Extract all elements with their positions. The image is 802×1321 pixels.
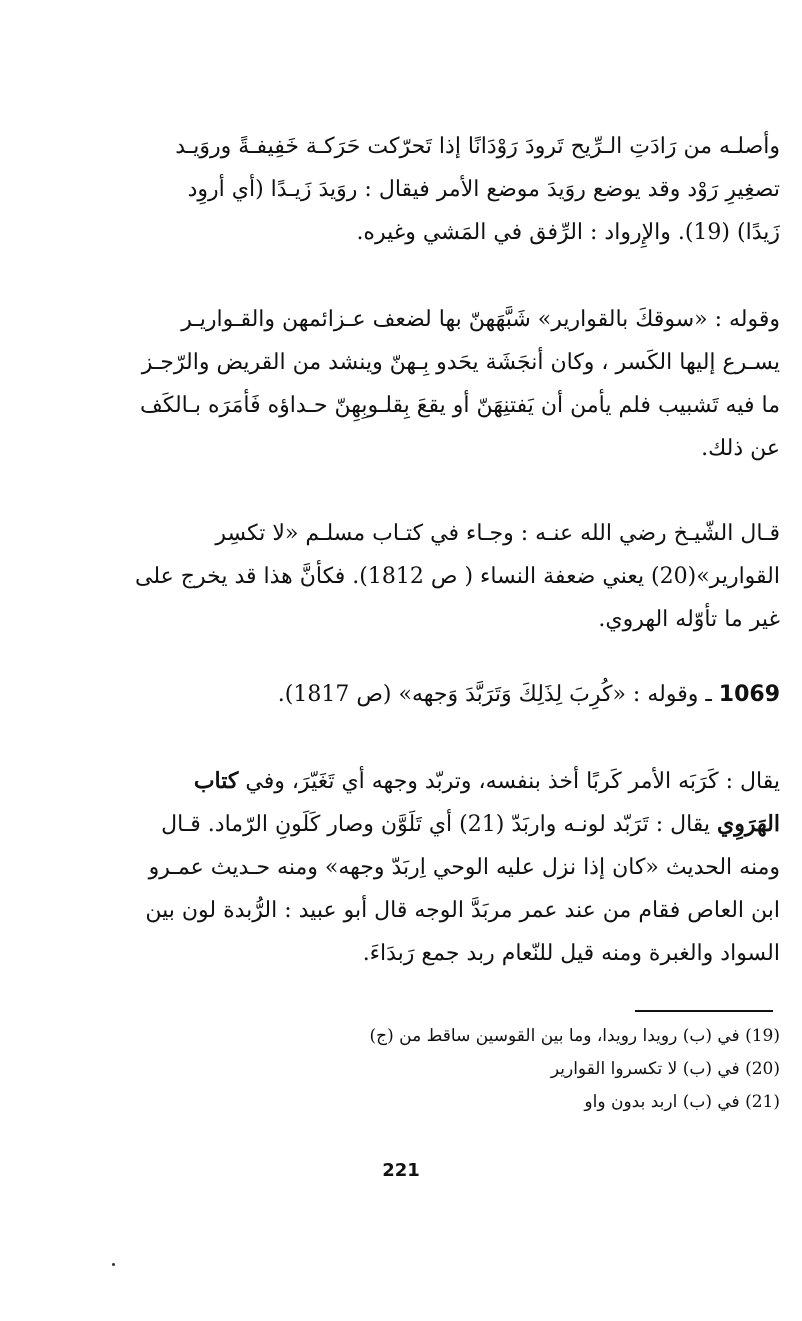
- text-line: ما فيه تَشبيب فلم يأمن أن يَفتنِهَنّ أو يقعَ بِقلـوبِهِنّ حـداؤه فَأمَرَه بـالكَف: [140, 393, 780, 418]
- page-number: 221: [382, 1160, 420, 1181]
- bold-word: الهَرَوِي: [717, 811, 780, 837]
- entry-heading: [110, 673, 780, 716]
- text-segment: يقال : تَرَبّد لونـه واربَدّ (21) أي تَلَوَّن وصار كَلَونِ الرّماد. قـال: [161, 812, 718, 837]
- text-line: عن ذلك.: [701, 436, 780, 461]
- text-segment: يقال : كَرَبَه الأمر كَربًا أخذ بنفسه، وتربّد وجهه أي تَغَيّرَ، وفي: [245, 769, 780, 794]
- text-line: [110, 803, 780, 846]
- text-line: تصغِيرِ رَوْد وقد يوضع روَيدَ موضع الأمر فيقال : روَيدَ زَيـدًا (أي أروِد: [187, 177, 780, 202]
- entry-number: 1069: [718, 682, 780, 707]
- text-line: يسـرع إليها الكَسر ، وكان أنجَشَة يحَدو بِـهنّ وينشد من القريض والرّجـز: [141, 350, 780, 375]
- paragraph-qawarir: [110, 298, 780, 470]
- text-line: السواد والغبرة ومنه قيل للنّعام ربد جمع رَبدَاءَ.: [362, 941, 780, 966]
- text-line: زَيدًا) (19). والإِرواد : الرِّفق في المَشي وغيره.: [356, 220, 780, 245]
- footnotes: [300, 1020, 780, 1119]
- footnote-separator: [635, 1010, 773, 1012]
- footnote-19: (19) في (ب) رويدا رويدا، وما بين القوسين ساقط من (ج): [369, 1026, 780, 1046]
- entry-text: ـ وقوله : «كُرِبَ لِذَلِكَ وَتَرَبَّدَ وَجهه» (ص 1817).: [277, 682, 719, 707]
- text-line: غير ما تأوّله الهروي.: [598, 607, 780, 632]
- text-line: القوارير»(20) يعني ضعفة النساء ( ص 1812). فكأنَّ هذا قد يخرج على: [135, 564, 780, 589]
- paragraph-sheikh-comment: [110, 512, 780, 641]
- footnote-20: (20) في (ب) لا تكسروا القوارير: [550, 1059, 780, 1079]
- text-line: ومنه الحديث «كان إذا نزل عليه الوحي اِربَدّ وجهه» ومنه حـديث عمـرو: [148, 855, 780, 880]
- text-line: وأصلـه من رَادَتِ الـرِّيح تَرودَ رَوْدَانًا إذا تَحرّكت حَرَكـة خَفِيفـةً وروَيـد: [175, 134, 780, 159]
- text-line: [110, 760, 780, 803]
- text-line: قـال الشّيـخ رضي الله عنـه : وجـاء في كتـاب مسلـم «لا تكسِر: [215, 521, 780, 546]
- paragraph-karabahu: [110, 760, 780, 975]
- text-line: وقوله : «سوقكَ بالقوارير» شَبَّهَهنّ بها لضعف عـزائمهن والقـواريـر: [181, 307, 780, 332]
- footnote-21: (21) في (ب) اربد بدون واو: [584, 1092, 780, 1112]
- text-line: ابن العاص فقام من عند عمر مربَدَّ الوجه قال أبو عبيد : الرُّبدة لون بين: [145, 898, 780, 923]
- scan-speck: [112, 1263, 115, 1266]
- paragraph-ruwayd: [110, 125, 780, 254]
- bold-word: كتاب: [193, 768, 239, 794]
